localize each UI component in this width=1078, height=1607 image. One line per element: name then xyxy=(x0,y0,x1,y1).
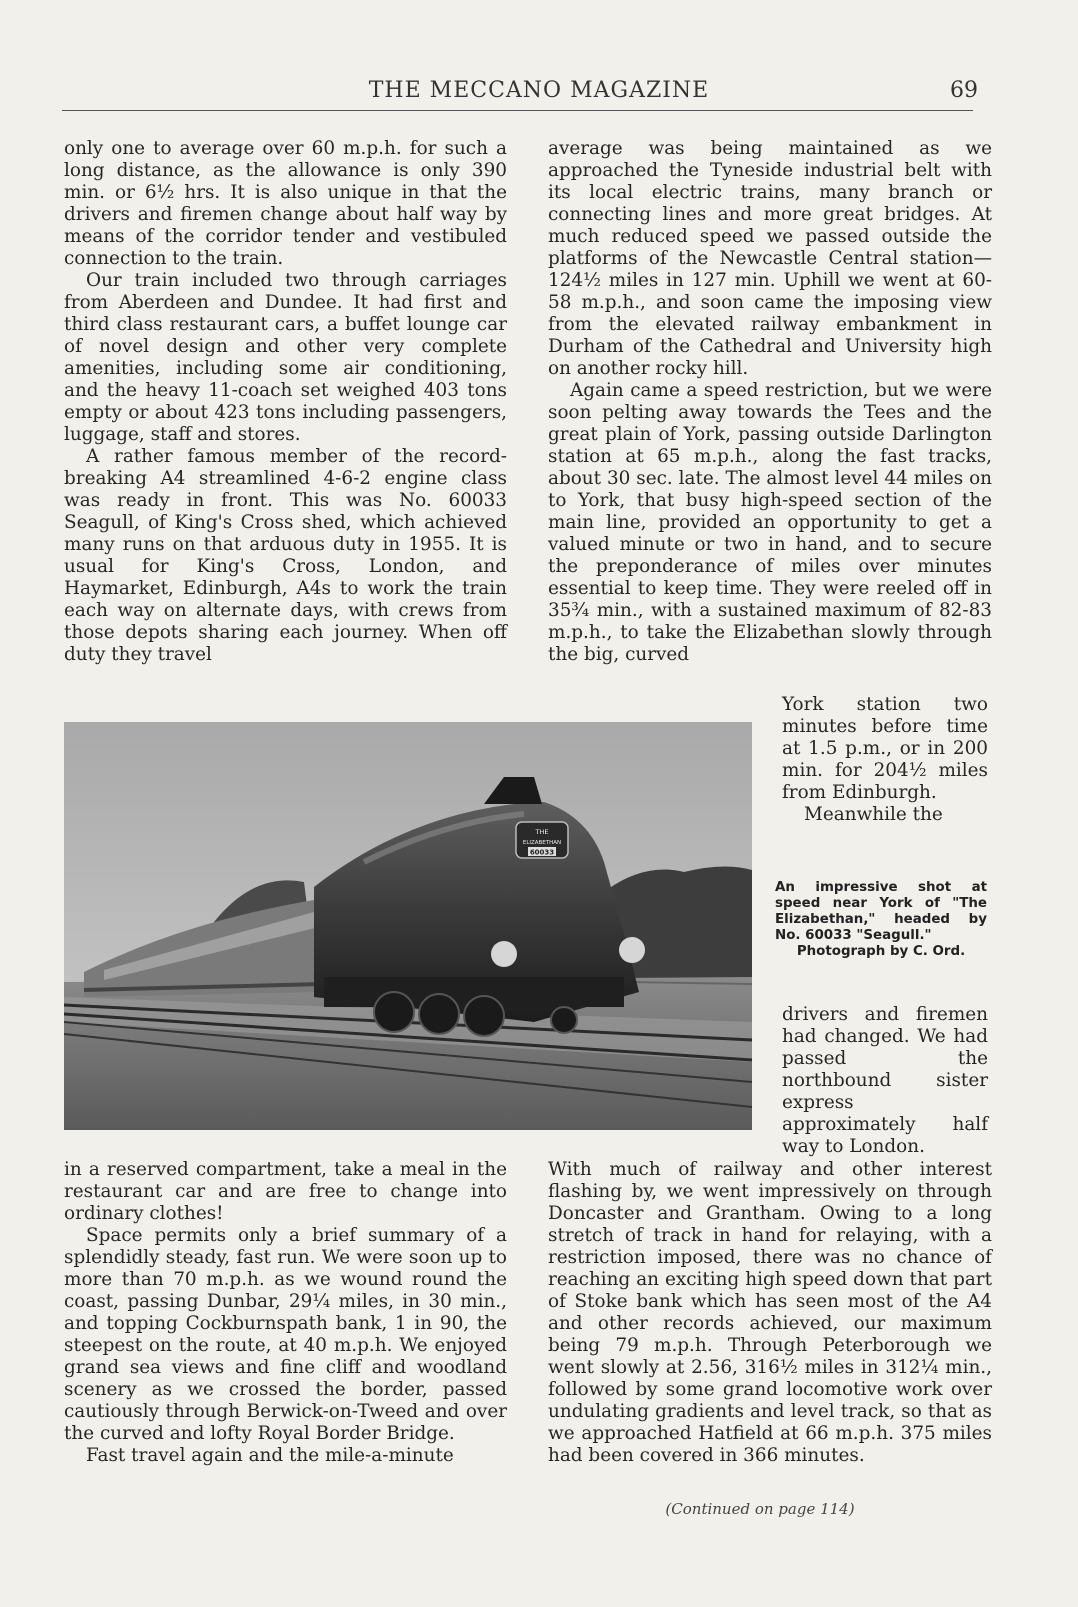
right-column-top xyxy=(548,138,992,666)
header-divider xyxy=(62,110,973,111)
number-plate: 60033 xyxy=(529,848,555,857)
paragraph: A rather famous member of the record-breaking A4 streamlined 4-6-2 engine class was ready in front. This was No. 60033 Seagull, of King's Cross shed, which achieved many runs on that arduous duty in 1955. It is usual for King's Cross, London, and Haymarket, Edinburgh, A4s to work the train each way on alternate days, with crews from those depots sharing each journey. When off duty they travel xyxy=(64,446,507,665)
paragraph: With much of railway and other interest flashing by, we went impressively on through Doncaster and Grantham. Owing to a long stretch of track in hand for relaying, with a restriction imposed, there was no chance of reaching an exciting high speed down that part of Stoke bank which has seen most of the A4 and other records achieved, our maximum being 79 m.p.h. Through Peterborough we went slowly at 2.56, 316½ miles in 312¼ min., followed by some grand locomotive work over undulating gradients and level track, so that as we approached Hatfield at 66 m.p.h. 375 miles had been covered in 366 minutes. xyxy=(548,1159,992,1466)
left-column-bottom xyxy=(64,1159,507,1467)
right-narrow-column-2 xyxy=(782,1004,988,1158)
page-number: 69 xyxy=(950,78,978,103)
right-narrow-column xyxy=(782,694,988,826)
paragraph: Space permits only a brief summary of a splendidly steady, fast run. We were soon up to more than 70 m.p.h. as we wound round the coast, passing Dunbar, 29¼ miles, in 30 min., and topping Cockburnspath bank, 1 in 90, the steepest on the route, at 40 m.p.h. We enjoyed grand sea views and fine cliff and woodland scenery as we crossed the border, passed cautiously through Berwick-on-Tweed and over the curved and lofty Royal Border Bridge. xyxy=(64,1225,507,1444)
photo-credit: Photograph by C. Ord. xyxy=(796,944,966,959)
locomotive-photo xyxy=(64,722,752,1130)
headboard-text: ELIZABETHAN xyxy=(522,840,562,846)
continued-note: (Continued on page 114) xyxy=(665,1500,855,1518)
paragraph: only one to average over 60 m.p.h. for such a long distance, as the allowance is only 390 min. or 6½ hrs. It is also unique in that the drivers and firemen change about half way by means of the corridor tender and vestibuled connection to the train. xyxy=(64,138,507,269)
left-column-top xyxy=(64,138,507,666)
paragraph: Fast travel again and the mile-a-minute xyxy=(86,1445,454,1466)
magazine-title: THE MECCANO MAGAZINE xyxy=(368,78,710,103)
paragraph: drivers and firemen had changed. We had passed the northbound sister express approximately half way to London. xyxy=(782,1004,988,1157)
paragraph: average was being maintained as we approached the Tyneside industrial belt with its local electric trains, many branch or connecting lines and more great bridges. At much reduced speed we passed outside the platforms of the Newcastle Central station—124½ miles in 127 min. Uphill we went at 60-58 m.p.h., and soon came the imposing view from the elevated railway embankment in Durham of the Cathedral and University high on another rocky hill. xyxy=(548,138,992,379)
paragraph: Meanwhile the xyxy=(804,804,943,825)
paragraph: Our train included two through carriages from Aberdeen and Dundee. It had first and third class restaurant cars, a buffet lounge car of novel design and other very complete amenities, including some air conditioning, and the heavy 11-coach set weighed 403 tons empty or about 423 tons including passengers, luggage, staff and stores. xyxy=(64,270,507,445)
right-column-bottom xyxy=(548,1159,992,1467)
paragraph: Again came a speed restriction, but we were soon pelting away towards the Tees and the great plain of York, passing outside Darlington station at 65 m.p.h., along the fast tracks, about 30 sec. late. The almost level 44 miles on to York, that busy high-speed section of the main line, provided an opportunity to get a valued minute or two in hand, and to secure the preponderance of miles over minutes essential to keep time. They were reeled off in 35¾ min., with a sustained maximum of 82-83 m.p.h., to take the Elizabethan slowly through the big, curved xyxy=(548,380,992,665)
photo-caption xyxy=(775,880,987,960)
paragraph: York station two minutes before time at 1.5 p.m., or in 200 min. for 204½ miles from Edinburgh. xyxy=(782,694,988,803)
paragraph: in a reserved compartment, take a meal in the restaurant car and are free to change into ordinary clothes! xyxy=(64,1159,507,1224)
caption-text: An impressive shot at speed near York of "The Elizabethan," headed by No. 60033 "Seagull." xyxy=(775,880,987,943)
headboard-text: THE xyxy=(535,828,549,836)
